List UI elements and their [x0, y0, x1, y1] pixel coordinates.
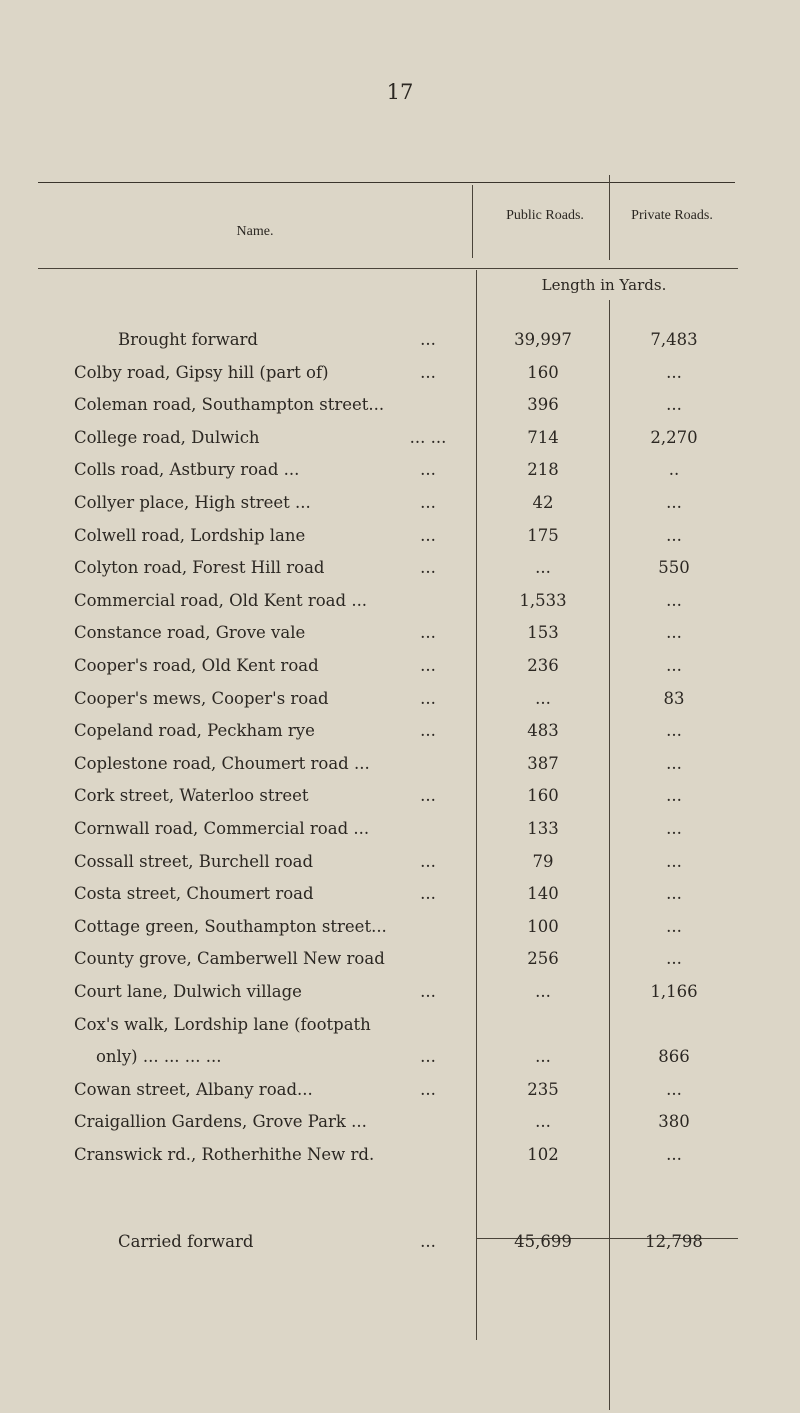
row-public-roads: 160: [527, 786, 559, 806]
row-name: Collyer place, High street ...: [74, 493, 311, 512]
table-row: [0, 754, 800, 780]
header-private-roads: Private Roads.: [631, 208, 713, 223]
table-row: [0, 1080, 800, 1106]
total-private: 12,798: [645, 1232, 703, 1251]
row-name: Colls road, Astbury road ...: [74, 460, 300, 480]
row-name: Cranswick rd., Rotherhithe New rd.: [74, 1145, 375, 1164]
row-private-roads: 380: [658, 1112, 690, 1132]
row-leader-dots: ...: [420, 362, 436, 382]
row-public-roads: 39,997: [514, 330, 572, 349]
row-name: Cork street, Waterloo street: [74, 786, 309, 806]
row-private-roads: ..: [668, 460, 680, 480]
row-name: Cooper's road, Old Kent road: [74, 656, 319, 675]
row-name: Coplestone road, Choumert road ...: [74, 753, 370, 773]
row-private-roads: 7,483: [650, 330, 698, 349]
table-row: [0, 721, 800, 747]
row-name: Cossall street, Burchell road: [74, 851, 314, 871]
row-public-roads: 236: [527, 656, 559, 675]
row-public-roads: 235: [527, 1079, 559, 1099]
row-leader-dots: ...: [420, 688, 436, 708]
row-private-roads: ...: [666, 916, 682, 936]
row-private-roads: ...: [666, 395, 682, 415]
table-row: [0, 917, 800, 943]
row-public-roads: 100: [527, 916, 559, 936]
row-private-roads: ...: [666, 590, 682, 610]
row-private-roads: 550: [658, 558, 690, 578]
row-name: Court lane, Dulwich village: [74, 982, 302, 1001]
row-private-roads: 2,270: [650, 427, 698, 447]
row-private-roads: 83: [663, 688, 685, 708]
row-name: College road, Dulwich: [74, 427, 260, 447]
row-public-roads: 1,533: [519, 590, 567, 610]
total-public: 45,699: [514, 1232, 572, 1251]
row-name: Constance road, Grove vale: [74, 623, 306, 643]
row-private-roads: ...: [666, 949, 682, 969]
row-name: Commercial road, Old Kent road ...: [74, 590, 368, 610]
row-leader-dots: ...: [420, 493, 436, 512]
row-public-roads: ...: [535, 558, 551, 578]
row-private-roads: ...: [666, 493, 682, 512]
row-name: Copeland road, Peckham rye: [74, 721, 315, 741]
row-public-roads: ...: [535, 1112, 551, 1132]
table-row: [0, 428, 800, 454]
row-private-roads: ...: [666, 819, 682, 838]
row-leader-dots: ...: [420, 558, 436, 578]
column-divider-public: [609, 175, 610, 260]
row-leader-dots: ...: [420, 851, 436, 871]
row-private-roads: ...: [666, 656, 682, 675]
row-public-roads: 79: [532, 851, 554, 871]
table-row: [0, 1145, 800, 1171]
row-name: Craigallion Gardens, Grove Park ...: [74, 1112, 367, 1132]
row-name: Cornwall road, Commercial road ...: [74, 819, 370, 838]
row-leader-dots: ...: [420, 884, 436, 904]
row-public-roads: 396: [527, 395, 559, 415]
row-name: Colwell road, Lordship lane: [74, 525, 306, 545]
row-name: Coleman road, Southampton street...: [74, 395, 385, 415]
row-private-roads: ...: [666, 623, 682, 643]
row-name: Costa street, Choumert road: [74, 884, 314, 904]
row-leader-dots: ...: [420, 1079, 436, 1099]
table-row: [0, 819, 800, 845]
table-row: [0, 884, 800, 910]
row-private-roads: ...: [666, 721, 682, 741]
header-rule: [38, 268, 738, 269]
total-row: [0, 1232, 800, 1258]
row-public-roads: 714: [527, 427, 559, 447]
row-public-roads: 483: [527, 721, 559, 741]
row-public-roads: 102: [527, 1145, 559, 1164]
row-private-roads: 1,166: [650, 982, 698, 1001]
row-public-roads: 256: [527, 949, 559, 969]
row-public-roads: 153: [527, 623, 559, 643]
row-public-roads: ...: [535, 982, 551, 1001]
row-leader-dots: ...: [420, 525, 436, 545]
page-number: 17: [386, 80, 414, 104]
row-name: Colby road, Gipsy hill (part of): [74, 362, 329, 382]
row-leader-dots: ...: [420, 656, 436, 675]
row-public-roads: 133: [527, 819, 559, 838]
table-row: [0, 330, 800, 356]
row-private-roads: ...: [666, 1079, 682, 1099]
row-name: County grove, Camberwell New road: [74, 949, 385, 969]
row-name: Cottage green, Southampton street...: [74, 916, 387, 936]
column-divider-name: [472, 185, 473, 258]
row-public-roads: 140: [527, 884, 559, 904]
table-row: [0, 949, 800, 975]
row-private-roads: ...: [666, 1145, 682, 1164]
row-name: Cowan street, Albany road...: [74, 1079, 313, 1099]
row-name: Cooper's mews, Cooper's road: [74, 688, 329, 708]
total-label: Carried forward: [118, 1232, 254, 1251]
row-public-roads: 160: [527, 362, 559, 382]
row-public-roads: 218: [527, 460, 559, 480]
table-row: [0, 526, 800, 552]
table-row: [0, 1112, 800, 1138]
table-row: [0, 558, 800, 584]
table-row: [0, 395, 800, 421]
row-public-roads: ...: [535, 688, 551, 708]
row-leader-dots: ...: [420, 1047, 436, 1067]
length-in-yards-subheader: Length in Yards.: [541, 276, 667, 294]
row-private-roads: ...: [666, 851, 682, 871]
table-row: [0, 656, 800, 682]
row-public-roads: 175: [527, 525, 559, 545]
row-public-roads: ...: [535, 1047, 551, 1067]
table-row: [0, 623, 800, 649]
row-name: Cox's walk, Lordship lane (footpath: [74, 1014, 371, 1034]
row-leader-dots: ...: [420, 721, 436, 741]
table-row: [0, 689, 800, 715]
table-row: [0, 982, 800, 1008]
row-public-roads: 387: [527, 753, 559, 773]
row-leader-dots: ...: [420, 786, 436, 806]
table-row: [0, 363, 800, 389]
row-leader-dots: ...: [420, 330, 436, 349]
row-private-roads: 866: [658, 1047, 690, 1067]
header-name: Name.: [236, 224, 274, 239]
row-private-roads: ...: [666, 786, 682, 806]
table-row: [0, 493, 800, 519]
table-row: [0, 460, 800, 486]
table-row: [0, 591, 800, 617]
row-leader-dots: ...: [420, 623, 436, 643]
row-leader-dots: ...: [420, 982, 436, 1001]
row-name: Colyton road, Forest Hill road: [74, 558, 325, 578]
row-private-roads: ...: [666, 362, 682, 382]
row-private-roads: ...: [666, 525, 682, 545]
table-row: [0, 1015, 800, 1041]
table-row: [0, 852, 800, 878]
row-public-roads: 42: [532, 493, 554, 512]
row-leader-dots: ...: [420, 460, 436, 480]
row-leader-dots: ... ...: [409, 427, 447, 447]
total-dots: ...: [420, 1232, 436, 1251]
row-name: only) ... ... ... ...: [96, 1047, 222, 1067]
row-private-roads: ...: [666, 884, 682, 904]
row-private-roads: ...: [666, 753, 682, 773]
header-public-roads: Public Roads.: [506, 208, 584, 223]
table-row: [0, 1047, 800, 1073]
table-row: [0, 786, 800, 812]
row-name: Brought forward: [118, 330, 258, 349]
